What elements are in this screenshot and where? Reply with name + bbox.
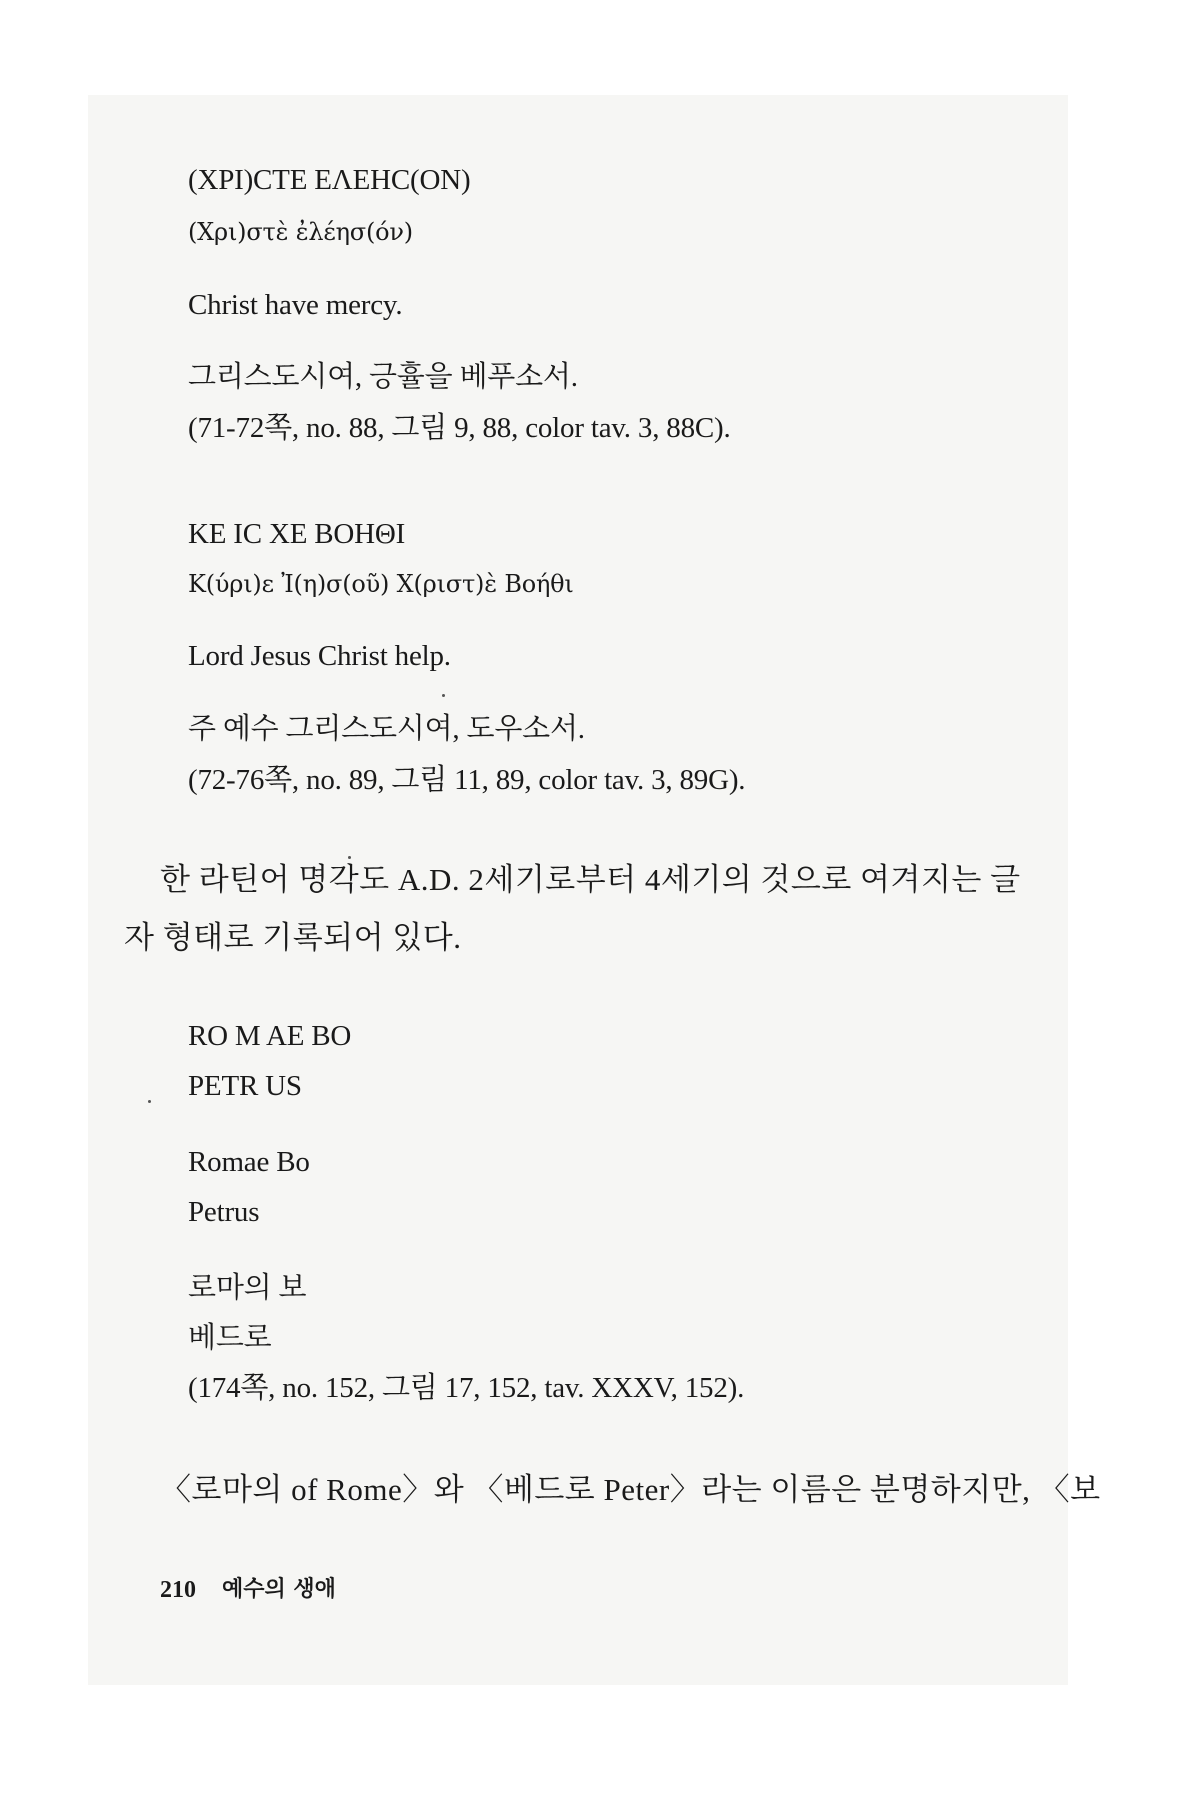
scan-speck — [148, 1100, 151, 1103]
inscription-3-uncial-line-2: PETR US — [188, 1070, 302, 1102]
running-title: 예수의 생애 — [222, 1577, 336, 1602]
inscription-2-reference: (72-76쪽, no. 89, 그림 11, 89, color tav. 3, 89G). — [188, 764, 746, 796]
paragraph-1-line-2: 자 형태로 기록되어 있다. — [124, 920, 462, 955]
inscription-1-korean: 그리스도시여, 긍휼을 베푸소서. — [188, 361, 578, 393]
inscription-3-reference: (174쪽, no. 152, 그림 17, 152, tav. XXXV, 152). — [188, 1372, 745, 1404]
paragraph-2-line-1: 〈로마의 of Rome〉와 〈베드로 Peter〉라는 이름은 분명하지만, 〈보 — [160, 1472, 1101, 1507]
scan-speck — [442, 694, 445, 697]
paragraph-1-line-1: 한 라틴어 명각도 A.D. 2세기로부터 4세기의 것으로 여겨지는 글 — [160, 862, 1021, 897]
inscription-2-english: Lord Jesus Christ help. — [188, 640, 451, 672]
inscription-3-latin-line-1: Romae Bo — [188, 1146, 310, 1178]
inscription-1-english: Christ have mercy. — [188, 289, 403, 321]
inscription-1-reference: (71-72쪽, no. 88, 그림 9, 88, color tav. 3, 88C). — [188, 412, 731, 444]
inscription-2-greek: Κ(ύρι)ε Ἰ(η)σ(οῦ) Χ(ριστ)ὲ Βοήθι — [188, 570, 574, 598]
inscription-3-uncial-line-1: RO M AE BO — [188, 1020, 352, 1052]
scan-speck — [348, 856, 351, 859]
inscription-3-korean-line-2: 베드로 — [188, 1322, 272, 1354]
inscription-1-uncial: (XPI)CTE EΛEHC(ON) — [188, 164, 471, 196]
inscription-3-latin-line-2: Petrus — [188, 1196, 260, 1228]
inscription-1-greek: (Χρι)στὲ ἐλέησ(όν) — [188, 218, 413, 246]
inscription-2-uncial: KE IC XE BOHΘI — [188, 518, 406, 550]
inscription-3-korean-line-1: 로마의 보 — [188, 1272, 307, 1304]
page-number: 210 — [160, 1577, 196, 1603]
inscription-2-korean: 주 예수 그리스도시여, 도우소서. — [188, 713, 585, 745]
